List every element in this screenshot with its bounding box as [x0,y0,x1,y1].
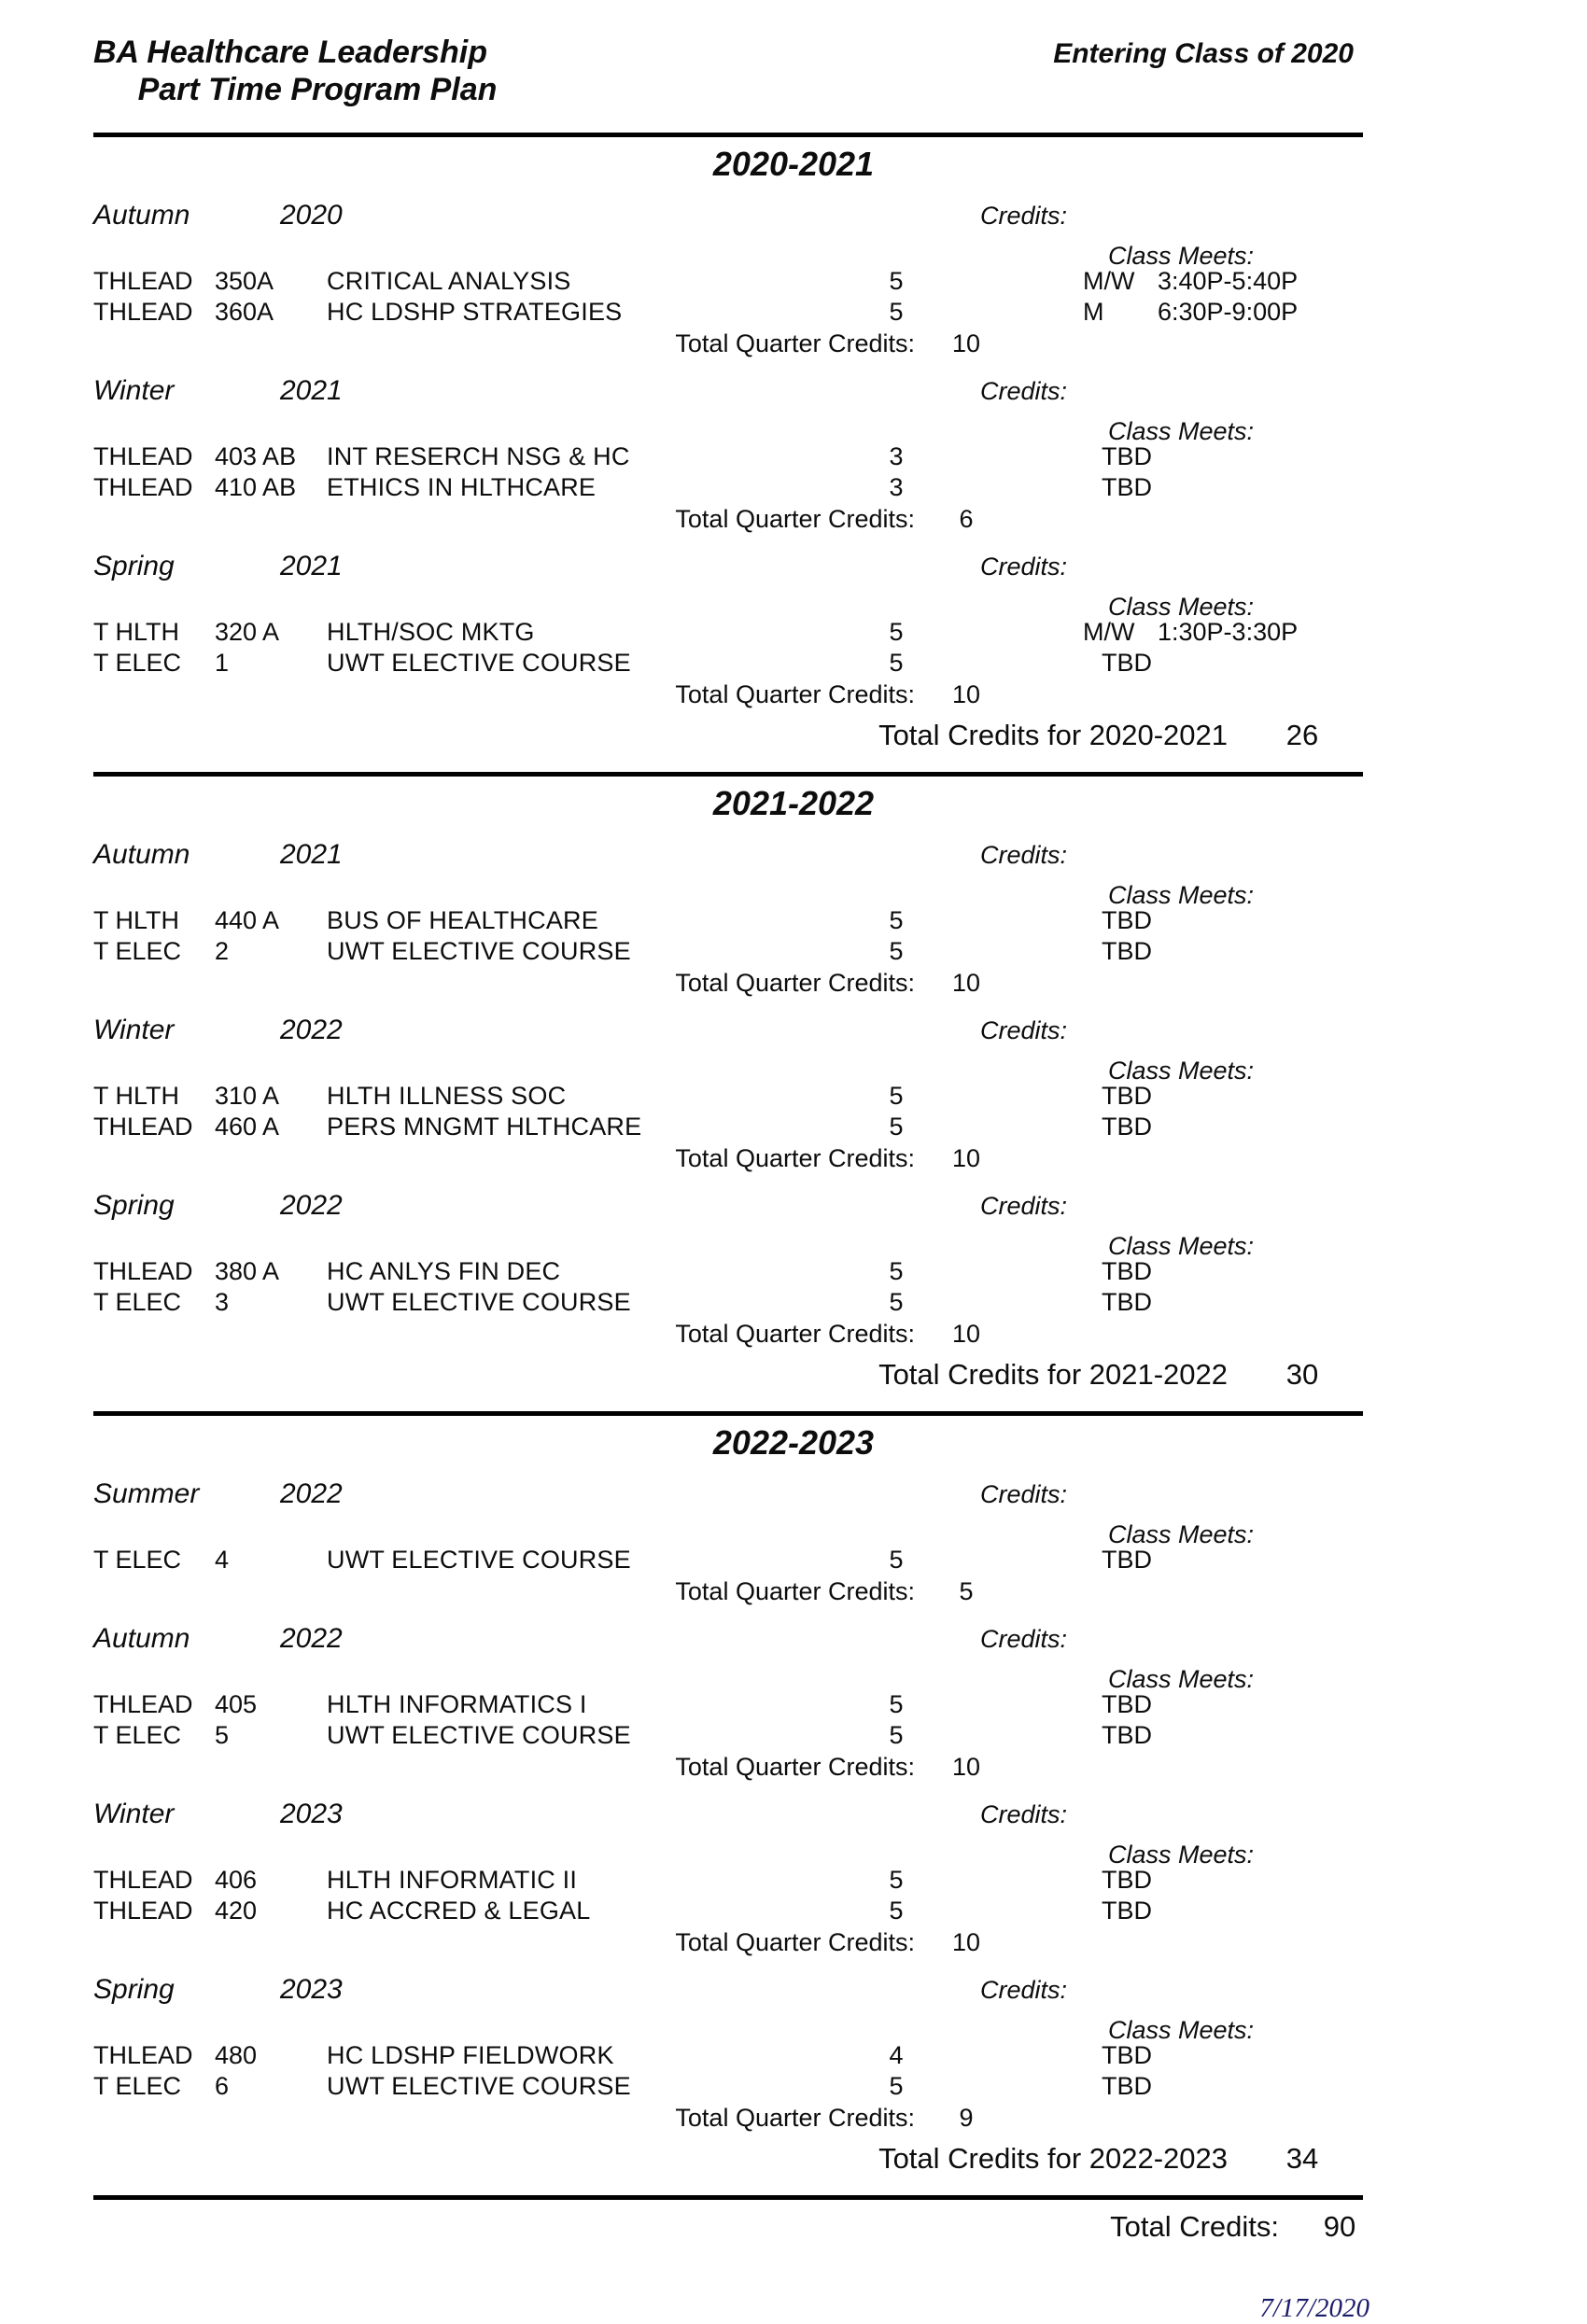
year-divider [93,772,1363,777]
total-quarter-credits-label: Total Quarter Credits: [675,1928,915,1956]
term-year: 2020 [280,200,343,231]
year-section [93,1423,1587,2200]
course-credits: 5 [889,1288,904,1316]
course-dept: T HLTH [93,618,180,646]
credits-column-header: Credits: [980,1800,1068,1828]
course-rows [93,1081,1587,1142]
course-dept: THLEAD [93,1690,193,1718]
course-row [93,936,1587,967]
course-title: HLTH INFORMATICS I [327,1690,587,1718]
course-title: ETHICS IN HLTHCARE [327,473,597,501]
course-meets-time: TBD [1102,906,1152,934]
credits-column-header: Credits: [980,1016,1068,1044]
total-quarter-credits-row [93,1752,1587,1783]
term-header-row [93,199,1587,270]
total-quarter-credits-row [93,1319,1587,1350]
course-meets-time: TBD [1102,649,1152,677]
course-number: 403 AB [215,442,297,470]
term-block [93,1798,1587,1958]
term-header-row [93,1189,1587,1260]
year-total-label: Total Credits for 2022-2023 [878,2142,1228,2175]
total-quarter-credits-value: 10 [951,329,981,357]
terms-container [93,199,1587,710]
term-year: 2021 [280,839,343,870]
course-credits: 5 [889,1257,904,1285]
course-meets-time: 1:30P-3:30P [1158,618,1299,646]
course-number: 410 AB [215,473,297,501]
total-quarter-credits-value: 10 [951,969,981,997]
page-title: BA Healthcare Leadership [93,35,487,70]
course-meets [1055,1112,1363,1142]
course-credits: 5 [889,298,904,326]
term-year: 2022 [280,1623,343,1654]
class-meets-column-header: Class Meets: [1107,1841,1255,1869]
total-quarter-credits-row [93,1576,1587,1607]
course-row [93,2071,1587,2102]
course-title: HC ACCRED & LEGAL [327,1897,591,1925]
total-quarter-credits-label: Total Quarter Credits: [675,680,915,708]
credits-column-header: Credits: [980,553,1068,581]
course-row [93,441,1587,472]
term-year: 2022 [280,1015,343,1045]
course-row [93,1287,1587,1318]
term-header-row [93,550,1587,621]
course-row [93,1720,1587,1751]
total-quarter-credits-row [93,329,1587,359]
year-total-label: Total Credits for 2021-2022 [878,1358,1228,1391]
year-total-row [93,1357,1587,1393]
entering-class-label: Entering Class of 2020 [1053,38,1354,69]
course-title: HC ANLYS FIN DEC [327,1257,561,1285]
course-credits: 5 [889,1866,904,1894]
course-meets-time: TBD [1102,2041,1152,2069]
course-number: 4 [215,1546,230,1574]
class-meets-column-header: Class Meets: [1107,593,1255,621]
course-meets [1055,648,1363,679]
course-meets [1055,1287,1363,1318]
course-meets-time: 6:30P-9:00P [1158,298,1299,326]
course-meets-day: M/W [1083,618,1135,646]
course-title: UWT ELECTIVE COURSE [327,1288,631,1316]
total-quarter-credits-label: Total Quarter Credits: [675,2104,915,2132]
term-block [93,1189,1587,1350]
course-credits: 5 [889,937,904,965]
course-title: HC LDSHP STRATEGIES [327,298,623,326]
course-row [93,1689,1587,1720]
footer-date: 7/17/2020 [1259,2293,1369,2323]
course-row [93,1081,1587,1112]
course-row [93,617,1587,648]
course-meets-time: TBD [1102,1897,1152,1925]
course-row [93,266,1587,297]
course-rows [93,266,1587,328]
term-block [93,550,1587,710]
course-meets-time: TBD [1102,1082,1152,1110]
course-number: 350A [215,267,274,295]
terms-container [93,838,1587,1350]
course-dept: T ELEC [93,1721,182,1749]
course-rows [93,441,1587,503]
term-block [93,1014,1587,1174]
term-name: Spring [93,1974,175,2005]
term-header-row [93,838,1587,909]
course-credits: 3 [889,442,904,470]
terms-container [93,1477,1587,2134]
total-quarter-credits-row [93,968,1587,999]
class-meets-column-header: Class Meets: [1107,1232,1255,1260]
class-meets-column-header: Class Meets: [1107,417,1255,445]
year-title: 2021-2022 [712,784,875,822]
total-quarter-credits-label: Total Quarter Credits: [675,969,915,997]
course-credits: 3 [889,473,904,501]
course-credits: 5 [889,1721,904,1749]
course-title: HLTH/SOC MKTG [327,618,535,646]
course-number: 380 A [215,1257,280,1285]
class-meets-column-header: Class Meets: [1107,2016,1255,2044]
course-rows [93,1256,1587,1318]
credits-column-header: Credits: [980,1625,1068,1653]
course-dept: T ELEC [93,937,182,965]
course-meets-time: TBD [1102,1113,1152,1141]
course-row [93,472,1587,503]
course-number: 480 [215,2041,258,2069]
course-meets-time: 3:40P-5:40P [1158,267,1299,295]
term-header-row [93,1798,1587,1869]
course-rows [93,1689,1587,1751]
course-number: 2 [215,937,230,965]
credits-column-header: Credits: [980,1480,1068,1508]
total-quarter-credits-value: 10 [951,680,981,708]
year-total-value: 30 [1285,1358,1319,1391]
course-title: UWT ELECTIVE COURSE [327,2072,631,2100]
course-credits: 5 [889,618,904,646]
term-name: Autumn [93,839,190,870]
term-header-row [93,1477,1587,1548]
total-quarter-credits-row [93,679,1587,710]
credits-column-header: Credits: [980,377,1068,405]
grand-total-label: Total Credits: [1110,2210,1279,2243]
course-row [93,1896,1587,1926]
course-number: 320 A [215,618,280,646]
course-credits: 5 [889,649,904,677]
term-year: 2022 [280,1190,343,1221]
course-meets-time: TBD [1102,1257,1152,1285]
course-row [93,905,1587,936]
course-dept: T ELEC [93,2072,182,2100]
course-number: 405 [215,1690,258,1718]
credits-column-header: Credits: [980,1192,1068,1220]
course-title: BUS OF HEALTHCARE [327,906,598,934]
course-rows [93,1545,1587,1575]
grand-total-value: 90 [1323,2210,1356,2243]
term-year: 2021 [280,375,343,406]
total-quarter-credits-label: Total Quarter Credits: [675,329,915,357]
course-title: UWT ELECTIVE COURSE [327,1721,631,1749]
course-number: 360A [215,298,274,326]
course-dept: T ELEC [93,649,182,677]
year-title: 2020-2021 [712,145,875,183]
course-title: UWT ELECTIVE COURSE [327,1546,631,1574]
course-meets-time: TBD [1102,1690,1152,1718]
total-quarter-credits-row [93,1143,1587,1174]
term-name: Winter [93,1015,175,1045]
total-quarter-credits-row [93,2103,1587,2134]
grand-total-row [93,2209,1587,2245]
term-block [93,1622,1587,1783]
course-dept: T ELEC [93,1546,182,1574]
course-credits: 5 [889,2072,904,2100]
course-number: 406 [215,1866,258,1894]
course-dept: THLEAD [93,267,193,295]
course-dept: THLEAD [93,2041,193,2069]
year-total-label: Total Credits for 2020-2021 [878,719,1228,751]
course-title: UWT ELECTIVE COURSE [327,649,631,677]
term-block [93,199,1587,359]
total-quarter-credits-label: Total Quarter Credits: [675,1577,915,1605]
term-year: 2021 [280,551,343,581]
course-meets-time: TBD [1102,1288,1152,1316]
term-name: Winter [93,1799,175,1829]
course-title: PERS MNGMT HLTHCARE [327,1113,642,1141]
year-total-row [93,2141,1587,2177]
course-row [93,1112,1587,1142]
term-name: Winter [93,375,175,406]
course-number: 420 [215,1897,258,1925]
course-rows [93,1865,1587,1926]
course-dept: THLEAD [93,1897,193,1925]
course-dept: THLEAD [93,473,193,501]
course-title: INT RESERCH NSG & HC [327,442,630,470]
course-row [93,297,1587,328]
course-meets [1055,472,1363,503]
course-meets [1055,2071,1363,2102]
year-divider [93,2195,1363,2200]
course-number: 440 A [215,906,280,934]
course-dept: T HLTH [93,1082,180,1110]
course-number: 6 [215,2072,230,2100]
course-title: HC LDSHP FIELDWORK [327,2041,614,2069]
total-quarter-credits-label: Total Quarter Credits: [675,505,915,533]
term-name: Autumn [93,1623,190,1654]
course-rows [93,2040,1587,2102]
course-dept: THLEAD [93,1866,193,1894]
term-header-row [93,374,1587,445]
course-credits: 5 [889,1113,904,1141]
course-row [93,1865,1587,1896]
course-title: HLTH ILLNESS SOC [327,1082,567,1110]
total-quarter-credits-label: Total Quarter Credits: [675,1144,915,1172]
course-dept: T HLTH [93,906,180,934]
total-quarter-credits-value: 10 [951,1144,981,1172]
course-rows [93,617,1587,679]
course-row [93,1545,1587,1575]
class-meets-column-header: Class Meets: [1107,1057,1255,1085]
course-dept: THLEAD [93,298,193,326]
page-subtitle: Part Time Program Plan [137,72,498,107]
term-block [93,838,1587,999]
course-meets-time: TBD [1102,2072,1152,2100]
term-name: Summer [93,1478,200,1509]
total-quarter-credits-value: 10 [951,1320,981,1348]
course-meets [1055,1720,1363,1751]
term-name: Autumn [93,200,190,231]
class-meets-column-header: Class Meets: [1107,242,1255,270]
course-credits: 5 [889,906,904,934]
course-number: 460 A [215,1113,280,1141]
year-divider [93,1411,1363,1416]
total-quarter-credits-value: 10 [951,1753,981,1781]
course-title: CRITICAL ANALYSIS [327,267,571,295]
total-quarter-credits-value: 9 [959,2104,974,2132]
course-meets-day: M/W [1083,267,1135,295]
course-row [93,2040,1587,2071]
total-quarter-credits-row [93,1927,1587,1958]
course-meets-time: TBD [1102,473,1152,501]
class-meets-column-header: Class Meets: [1107,1665,1255,1693]
course-row [93,648,1587,679]
year-total-value: 34 [1285,2142,1319,2175]
course-dept: T ELEC [93,1288,182,1316]
course-credits: 5 [889,1546,904,1574]
course-number: 5 [215,1721,230,1749]
course-meets-time: TBD [1102,1721,1152,1749]
course-dept: THLEAD [93,1257,193,1285]
term-block [93,1477,1587,1607]
year-total-row [93,718,1587,753]
term-year: 2023 [280,1974,343,2005]
term-header-row [93,1622,1587,1693]
course-meets-time: TBD [1102,442,1152,470]
course-title: HLTH INFORMATIC II [327,1866,578,1894]
year-section [93,784,1587,1416]
term-header-row [93,1973,1587,2044]
course-meets [1055,1896,1363,1926]
term-header-row [93,1014,1587,1085]
course-row [93,1256,1587,1287]
term-year: 2023 [280,1799,343,1829]
course-credits: 5 [889,267,904,295]
course-meets-time: TBD [1102,1546,1152,1574]
course-dept: THLEAD [93,1113,193,1141]
course-rows [93,905,1587,967]
year-section [93,145,1587,777]
term-block [93,374,1587,535]
term-block [93,1973,1587,2134]
course-meets-time: TBD [1102,937,1152,965]
title-block [93,34,616,108]
term-name: Spring [93,551,175,581]
course-title: UWT ELECTIVE COURSE [327,937,631,965]
course-credits: 5 [889,1082,904,1110]
class-meets-column-header: Class Meets: [1107,1520,1255,1548]
total-quarter-credits-value: 5 [959,1577,974,1605]
class-meets-column-header: Class Meets: [1107,881,1255,909]
credits-column-header: Credits: [980,841,1068,869]
total-quarter-credits-value: 6 [959,505,974,533]
total-quarter-credits-label: Total Quarter Credits: [675,1320,915,1348]
course-number: 3 [215,1288,230,1316]
term-name: Spring [93,1190,175,1221]
doc-header [93,34,1363,108]
credits-column-header: Credits: [980,202,1068,230]
year-title: 2022-2023 [712,1423,875,1462]
course-number: 1 [215,649,230,677]
course-credits: 5 [889,1690,904,1718]
course-meets-day: M [1083,298,1104,326]
course-credits: 4 [889,2041,904,2069]
total-quarter-credits-value: 10 [951,1928,981,1956]
course-meets [1055,936,1363,967]
course-number: 310 A [215,1082,280,1110]
course-meets [1055,297,1363,328]
total-quarter-credits-label: Total Quarter Credits: [675,1753,915,1781]
years-container [93,145,1587,2200]
total-quarter-credits-row [93,504,1587,535]
year-total-value: 26 [1285,719,1319,751]
course-dept: THLEAD [93,442,193,470]
header-divider [93,133,1363,137]
course-credits: 5 [889,1897,904,1925]
course-meets-time: TBD [1102,1866,1152,1894]
credits-column-header: Credits: [980,1976,1068,2004]
term-year: 2022 [280,1478,343,1509]
